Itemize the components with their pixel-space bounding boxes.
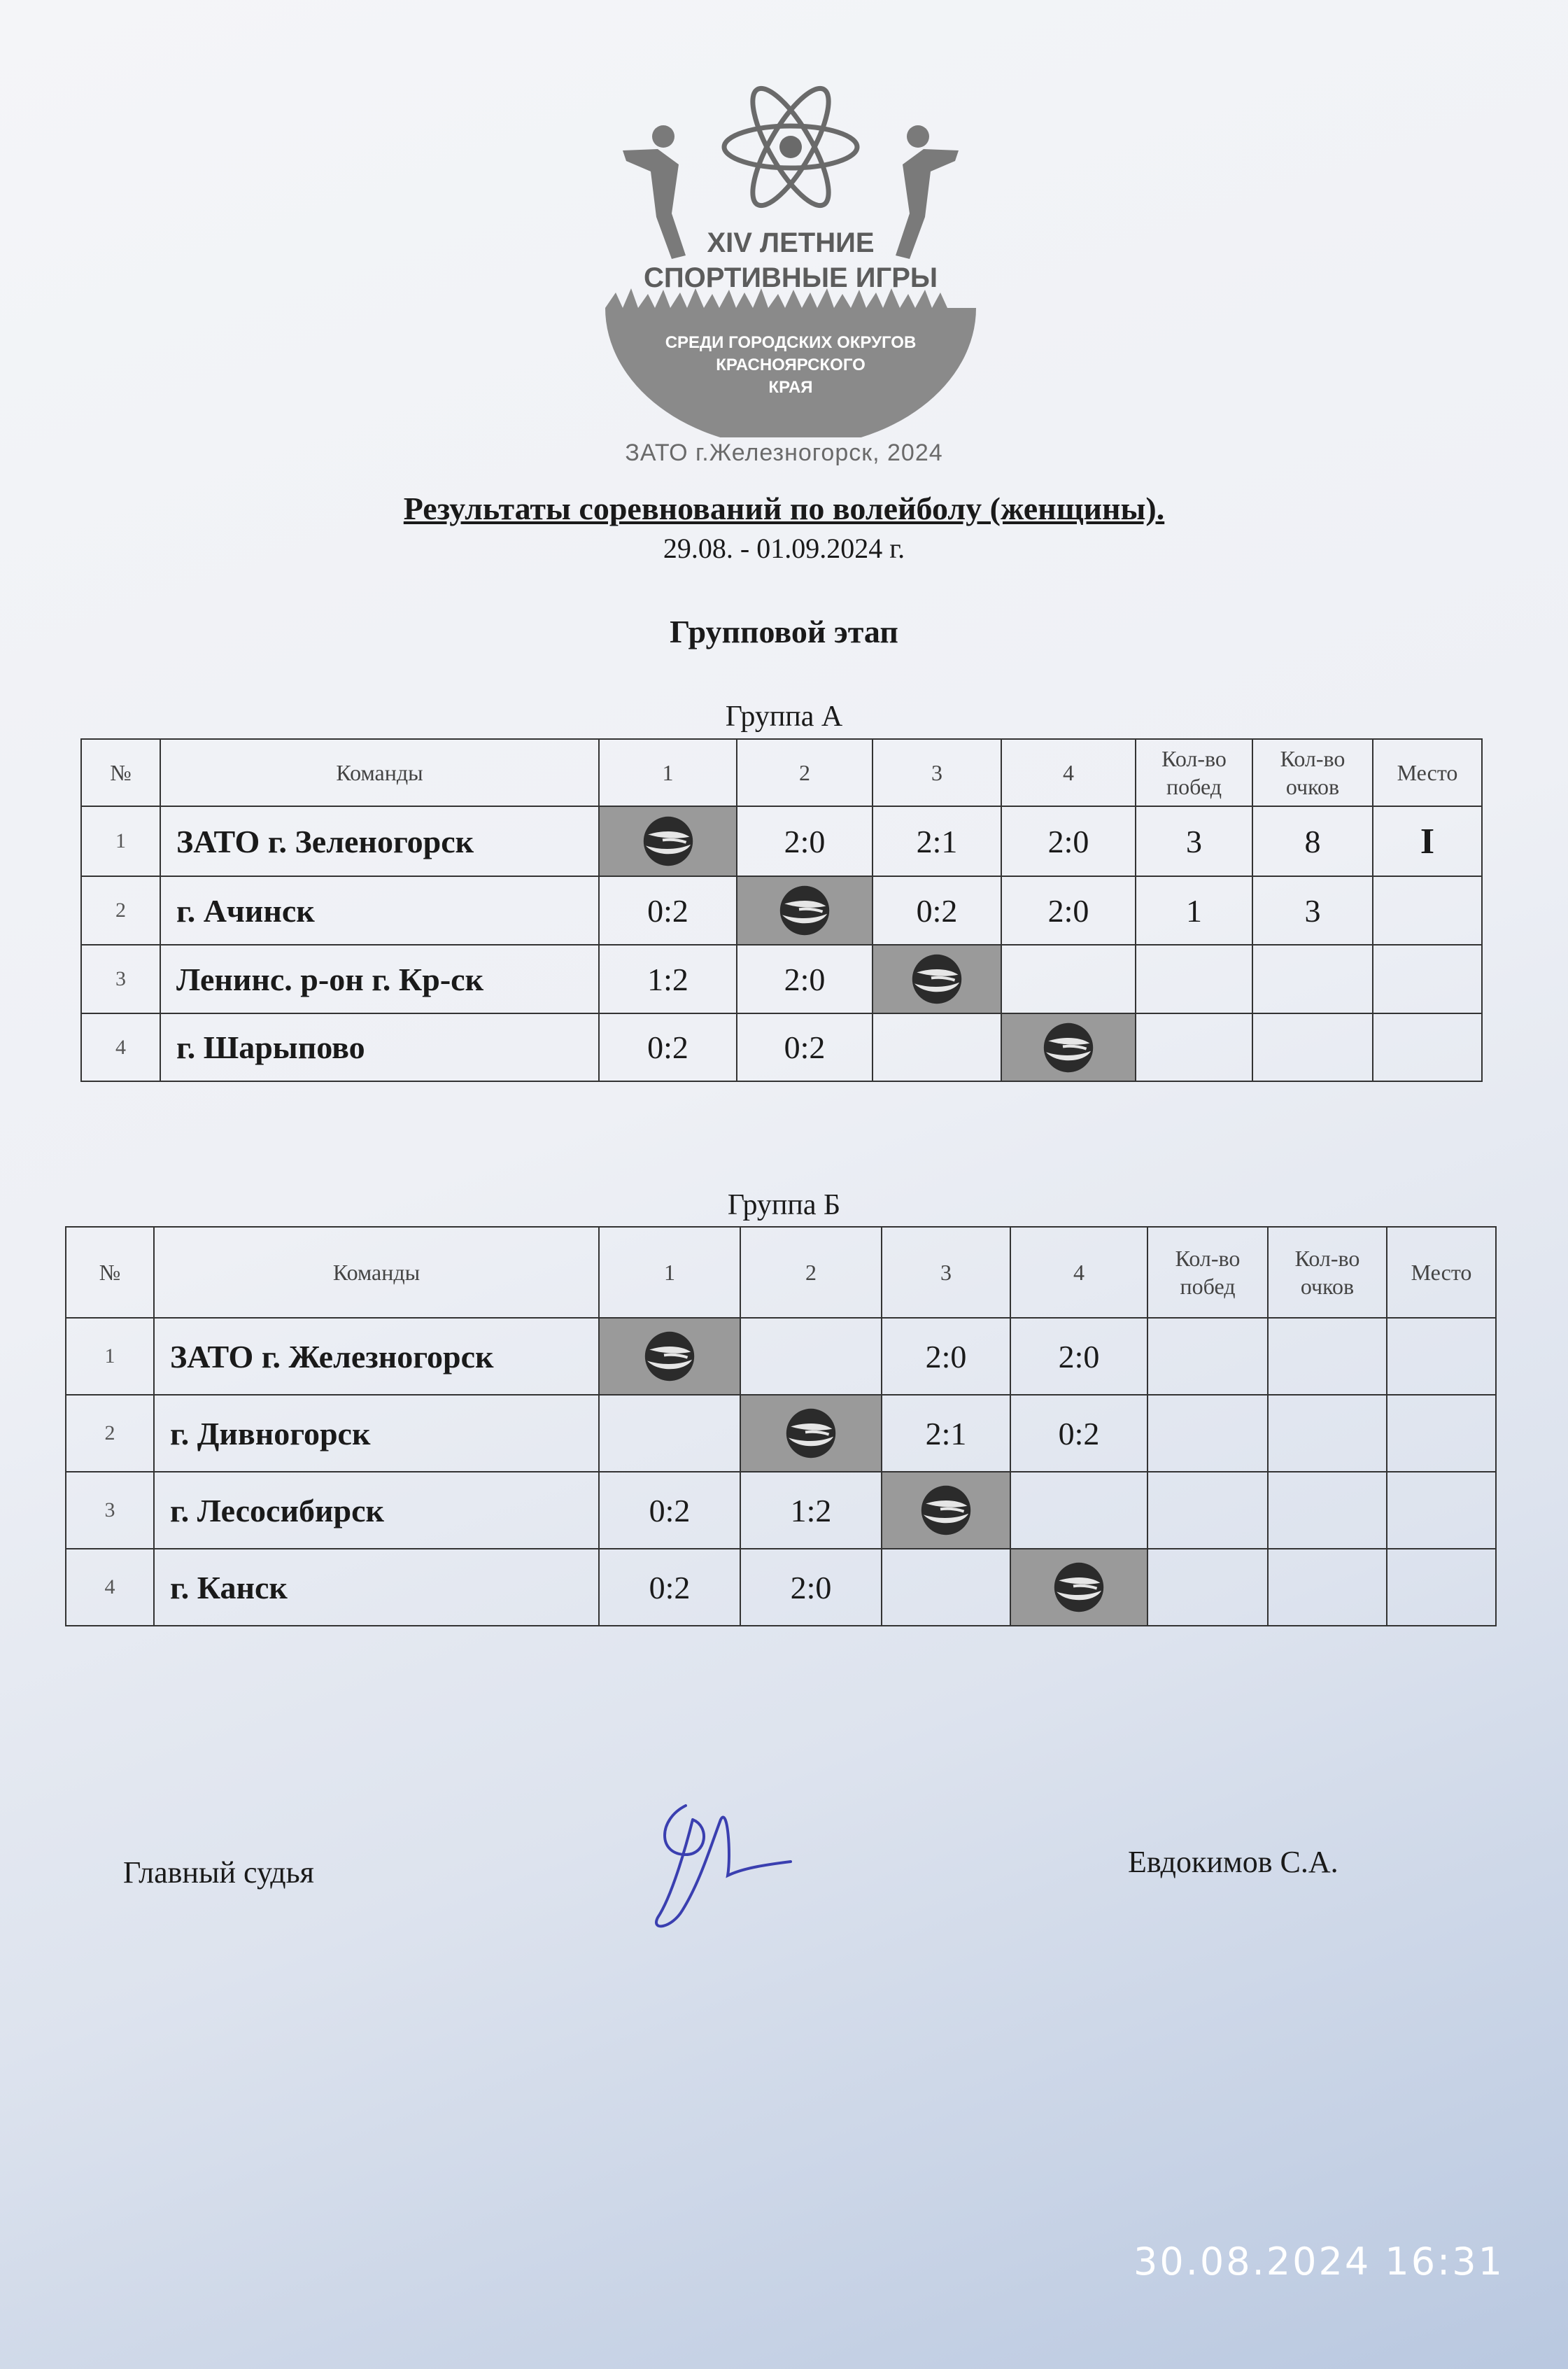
group-a-table xyxy=(80,738,1483,1082)
points-cell xyxy=(1252,945,1373,1013)
row-number: 1 xyxy=(81,806,160,876)
header-col-3: 3 xyxy=(882,1227,1010,1318)
points-cell xyxy=(1268,1472,1387,1549)
place-cell xyxy=(1387,1318,1496,1395)
logo-line4: КРАСНОЯРСКОГО xyxy=(716,356,866,374)
table-header-row xyxy=(81,739,1482,806)
score-cell xyxy=(1010,1472,1147,1549)
logo-line2: СПОРТИВНЫЕ ИГРЫ xyxy=(643,262,938,293)
diagonal-cell xyxy=(1010,1549,1147,1626)
points-cell xyxy=(1252,1013,1373,1081)
header-teams: Команды xyxy=(160,739,599,806)
score-cell xyxy=(740,1318,882,1395)
points-cell xyxy=(1268,1395,1387,1472)
team-name: ЗАТО г. Зеленогорск xyxy=(160,806,599,876)
volleyball-icon xyxy=(642,1328,698,1384)
table-row xyxy=(81,876,1482,945)
place-cell xyxy=(1373,945,1482,1013)
volleyball-icon xyxy=(640,813,696,869)
team-name: ЗАТО г. Железногорск xyxy=(154,1318,599,1395)
score-cell: 0:2 xyxy=(1010,1395,1147,1472)
score-cell xyxy=(873,1013,1001,1081)
stage-heading: Групповой этап xyxy=(670,614,898,649)
header-num: № xyxy=(66,1227,154,1318)
score-cell: 2:1 xyxy=(873,806,1001,876)
header-col-2: 2 xyxy=(740,1227,882,1318)
row-number: 3 xyxy=(66,1472,154,1549)
header-num: № xyxy=(81,739,160,806)
volleyball-icon xyxy=(909,951,965,1007)
table-row xyxy=(81,1013,1482,1081)
points-cell xyxy=(1268,1549,1387,1626)
volleyball-icon xyxy=(1051,1559,1107,1615)
table-row xyxy=(66,1549,1496,1626)
place-cell xyxy=(1387,1395,1496,1472)
chief-judge-label: Главный судья xyxy=(123,1855,314,1890)
header-col-1: 1 xyxy=(599,739,737,806)
wins-cell xyxy=(1147,1318,1268,1395)
volleyball-icon xyxy=(1040,1020,1096,1076)
place-cell xyxy=(1387,1472,1496,1549)
score-cell: 2:0 xyxy=(1010,1318,1147,1395)
volleyball-icon xyxy=(918,1482,974,1538)
wins-cell xyxy=(1136,945,1252,1013)
row-number: 4 xyxy=(81,1013,160,1081)
score-cell: 2:0 xyxy=(740,1549,882,1626)
wins-cell: 3 xyxy=(1136,806,1252,876)
group-a-label: Группа А xyxy=(725,701,843,733)
score-cell: 0:2 xyxy=(599,1472,740,1549)
chief-judge-name: Евдокимов С.А. xyxy=(1128,1845,1339,1879)
points-cell: 8 xyxy=(1252,806,1373,876)
score-cell: 0:2 xyxy=(599,1013,737,1081)
team-name: г. Лесосибирск xyxy=(154,1472,599,1549)
score-cell xyxy=(1001,945,1136,1013)
wins-cell xyxy=(1147,1549,1268,1626)
score-cell: 2:0 xyxy=(882,1318,1010,1395)
score-cell: 0:2 xyxy=(599,1549,740,1626)
header-place: Место xyxy=(1373,739,1482,806)
group-b-label: Группа Б xyxy=(727,1189,841,1221)
diagonal-cell xyxy=(1001,1013,1136,1081)
score-cell: 2:0 xyxy=(737,945,873,1013)
row-number: 1 xyxy=(66,1318,154,1395)
table-row xyxy=(66,1395,1496,1472)
diagonal-cell xyxy=(599,806,737,876)
volleyball-icon xyxy=(783,1405,839,1461)
volleyball-icon xyxy=(777,883,833,939)
photo-timestamp: 30.08.2024 16:31 xyxy=(1133,2240,1504,2284)
header-col-2: 2 xyxy=(737,739,873,806)
signature-mark xyxy=(644,1778,798,1939)
header-place: Место xyxy=(1387,1227,1496,1318)
row-number: 4 xyxy=(66,1549,154,1626)
diagonal-cell xyxy=(873,945,1001,1013)
points-cell: 3 xyxy=(1252,876,1373,945)
header-wins: Кол-во побед xyxy=(1136,739,1252,806)
score-cell: 2:0 xyxy=(1001,806,1136,876)
place-cell xyxy=(1373,1013,1482,1081)
header-col-3: 3 xyxy=(873,739,1001,806)
wins-cell xyxy=(1147,1395,1268,1472)
document-title: Результаты соревнований по волейболу (женщины). xyxy=(403,491,1165,526)
diagonal-cell xyxy=(740,1395,882,1472)
score-cell: 2:0 xyxy=(1001,876,1136,945)
logo-line3: СРЕДИ ГОРОДСКИХ ОКРУГОВ xyxy=(665,333,917,352)
row-number: 2 xyxy=(81,876,160,945)
score-cell: 1:2 xyxy=(599,945,737,1013)
table-header-row xyxy=(66,1227,1496,1318)
wins-cell: 1 xyxy=(1136,876,1252,945)
score-cell: 0:2 xyxy=(599,876,737,945)
table-row xyxy=(66,1472,1496,1549)
score-cell: 0:2 xyxy=(873,876,1001,945)
team-name: г. Шарыпово xyxy=(160,1013,599,1081)
diagonal-cell xyxy=(599,1318,740,1395)
header-col-1: 1 xyxy=(599,1227,740,1318)
row-number: 3 xyxy=(81,945,160,1013)
points-cell xyxy=(1268,1318,1387,1395)
logo-line1: XIV ЛЕТНИЕ xyxy=(707,227,875,258)
place-cell xyxy=(1373,876,1482,945)
diagonal-cell xyxy=(882,1472,1010,1549)
place-cell xyxy=(1387,1549,1496,1626)
place-cell: I xyxy=(1373,806,1482,876)
row-number: 2 xyxy=(66,1395,154,1472)
header-wins: Кол-во побед xyxy=(1147,1227,1268,1318)
table-row xyxy=(66,1318,1496,1395)
team-name: Ленинс. р-он г. Кр-ск xyxy=(160,945,599,1013)
table-row xyxy=(81,806,1482,876)
score-cell: 2:1 xyxy=(882,1395,1010,1472)
header-col-4: 4 xyxy=(1010,1227,1147,1318)
score-cell xyxy=(882,1549,1010,1626)
header-points: Кол-во очков xyxy=(1252,739,1373,806)
header-teams: Команды xyxy=(154,1227,599,1318)
diagonal-cell xyxy=(737,876,873,945)
team-name: г. Ачинск xyxy=(160,876,599,945)
wins-cell xyxy=(1136,1013,1252,1081)
logo-subtitle: ЗАТО г.Железногорск, 2024 xyxy=(625,440,943,466)
document-dates: 29.08. - 01.09.2024 г. xyxy=(663,533,905,564)
score-cell: 0:2 xyxy=(737,1013,873,1081)
score-cell: 2:0 xyxy=(737,806,873,876)
table-row xyxy=(81,945,1482,1013)
header-col-4: 4 xyxy=(1001,739,1136,806)
games-logo-icon xyxy=(602,73,980,437)
logo-line5: КРАЯ xyxy=(768,378,813,397)
wins-cell xyxy=(1147,1472,1268,1549)
score-cell xyxy=(599,1395,740,1472)
header-points: Кол-во очков xyxy=(1268,1227,1387,1318)
group-b-table xyxy=(65,1226,1497,1626)
score-cell: 1:2 xyxy=(740,1472,882,1549)
team-name: г. Дивногорск xyxy=(154,1395,599,1472)
team-name: г. Канск xyxy=(154,1549,599,1626)
